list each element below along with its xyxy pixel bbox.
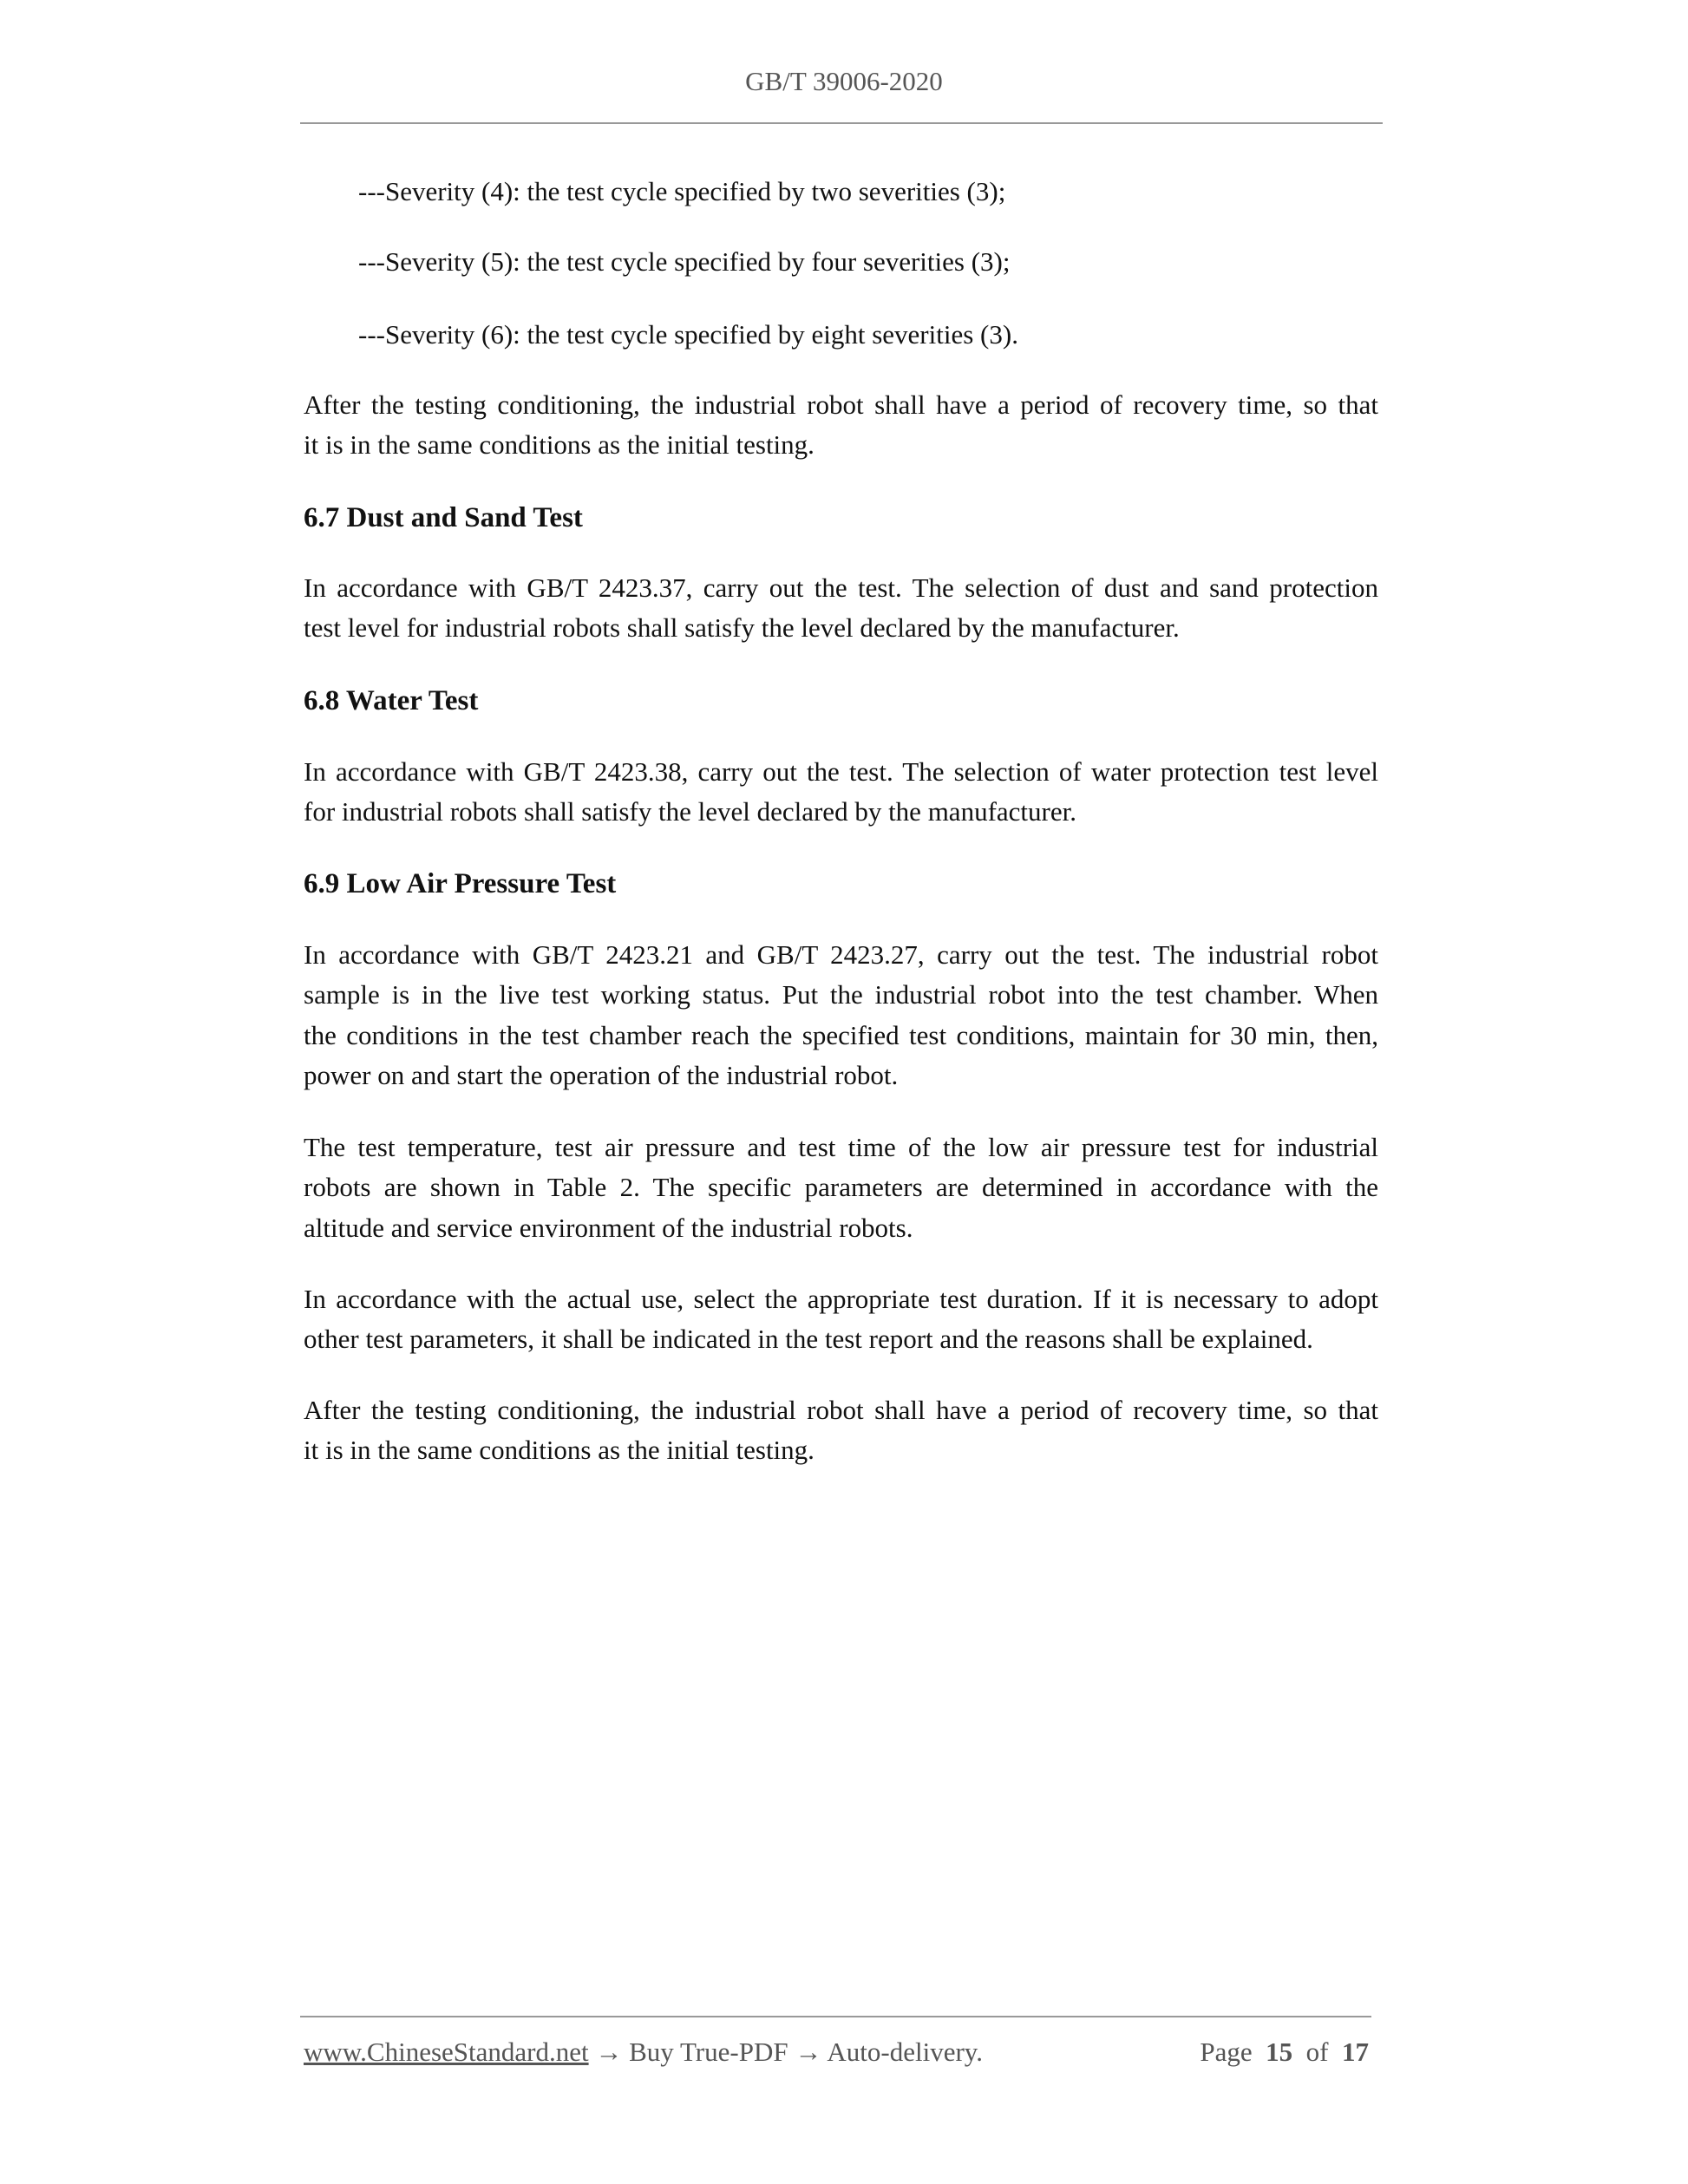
- text-line: robots are shown in Table 2. The specific parameters are determined in accordance with the: [304, 1172, 1378, 1203]
- paragraph: [304, 1390, 1378, 1471]
- text-line: After the testing conditioning, the industrial robot shall have a period of recovery time, so that: [304, 389, 1378, 420]
- arrow-right-icon: →: [795, 2037, 822, 2067]
- bullet-severity-4: ---Severity (4): the test cycle specified by two severities (3);: [358, 176, 1006, 206]
- total-pages: 17: [1342, 2037, 1369, 2067]
- of-label: of: [1305, 2037, 1329, 2067]
- text-line: for industrial robots shall satisfy the level declared by the manufacturer.: [304, 796, 1076, 827]
- text-line: In accordance with GB/T 2423.38, carry out the test. The selection of water protection test level: [304, 756, 1378, 787]
- paragraph: [304, 935, 1378, 1096]
- paragraph: [304, 1128, 1378, 1248]
- buy-text: Buy True-PDF: [629, 2037, 788, 2067]
- website-link[interactable]: www.ChineseStandard.net: [304, 2037, 589, 2067]
- text-line: it is in the same conditions as the initial testing.: [304, 1435, 815, 1466]
- header-rule: [300, 122, 1383, 124]
- text-line: In accordance with GB/T 2423.37, carry out the test. The selection of dust and sand protection: [304, 572, 1378, 603]
- section-heading-6-8: 6.8 Water Test: [304, 685, 479, 716]
- text-line: test level for industrial robots shall satisfy the level declared by the manufacturer.: [304, 612, 1180, 644]
- text-line: altitude and service environment of the industrial robots.: [304, 1212, 913, 1243]
- text-line: it is in the same conditions as the initial testing.: [304, 429, 815, 461]
- bullet-severity-5: ---Severity (5): the test cycle specified by four severities (3);: [358, 246, 1011, 277]
- paragraph: [304, 752, 1378, 833]
- section-heading-6-9: 6.9 Low Air Pressure Test: [304, 868, 617, 899]
- footer-promo: [304, 2037, 983, 2068]
- text-line: other test parameters, it shall be indicated in the test report and the reasons shall be explained.: [304, 1324, 1313, 1355]
- document-header: GB/T 39006-2020: [745, 66, 943, 96]
- paragraph: [304, 1279, 1378, 1360]
- section-heading-6-7: 6.7 Dust and Sand Test: [304, 502, 583, 533]
- text-line: the conditions in the test chamber reach the specified test conditions, maintain for 30 min, then,: [304, 1019, 1378, 1050]
- text-line: After the testing conditioning, the industrial robot shall have a period of recovery time, so that: [304, 1395, 1378, 1425]
- bullet-severity-6: ---Severity (6): the test cycle specified by eight severities (3).: [358, 319, 1018, 350]
- current-page: 15: [1266, 2037, 1293, 2067]
- footer-rule: [300, 2016, 1371, 2017]
- auto-delivery-text: Auto-delivery.: [827, 2037, 984, 2067]
- text-line: In accordance with the actual use, select the appropriate test duration. If it is necessary to adopt: [304, 1284, 1378, 1314]
- text-line: The test temperature, test air pressure and test time of the low air pressure test for industrial: [304, 1132, 1378, 1162]
- text-line: In accordance with GB/T 2423.21 and GB/T 2423.27, carry out the test. The industrial robot: [304, 939, 1378, 970]
- text-line: sample is in the live test working status. Put the industrial robot into the test chamber. When: [304, 979, 1378, 1010]
- paragraph: [304, 568, 1378, 649]
- page-number: [1200, 2037, 1369, 2068]
- arrow-right-icon: →: [595, 2037, 623, 2067]
- text-line: power on and start the operation of the industrial robot.: [304, 1060, 899, 1091]
- page-label: Page: [1200, 2037, 1253, 2067]
- paragraph: [304, 385, 1378, 466]
